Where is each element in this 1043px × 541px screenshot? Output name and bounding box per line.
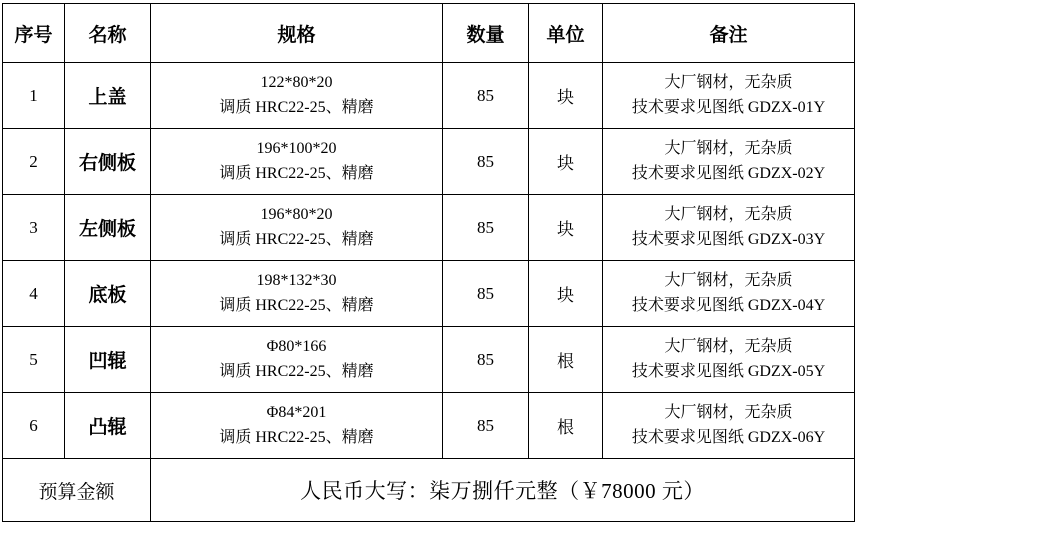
cell-spec-line1: 122*80*20 <box>260 73 333 91</box>
header-cell-qty: 数量 <box>443 4 529 63</box>
header-cell-seq: 序号 <box>3 4 65 63</box>
cell-remark <box>603 63 855 129</box>
cell-spec-line1: Φ80*166 <box>266 337 327 355</box>
cell-remark-line2: 技术要求见图纸 GDZX-03Y <box>631 230 826 248</box>
cell-remark <box>603 129 855 195</box>
cell-unit: 块 <box>529 63 603 129</box>
cell-unit: 根 <box>529 327 603 393</box>
cell-spec-line1: 198*132*30 <box>256 271 337 289</box>
table-row <box>3 327 855 393</box>
cell-remark <box>603 261 855 327</box>
table-row <box>3 129 855 195</box>
cell-seq: 2 <box>3 129 65 195</box>
cell-remark-line2: 技术要求见图纸 GDZX-06Y <box>631 428 826 446</box>
cell-spec-line2: 调质 HRC22-25、精磨 <box>219 98 374 116</box>
cell-spec <box>151 261 443 327</box>
cell-remark-line2: 技术要求见图纸 GDZX-02Y <box>631 164 826 182</box>
cell-spec-line1: Φ84*201 <box>266 403 327 421</box>
cell-name: 凸辊 <box>65 393 151 459</box>
cell-qty: 85 <box>443 195 529 261</box>
document-sheet <box>0 3 1043 541</box>
cell-remark-line1: 大厂钢材，无杂质 <box>664 337 793 355</box>
cell-remark-line2: 技术要求见图纸 GDZX-04Y <box>631 296 826 314</box>
cell-remark-line2: 技术要求见图纸 GDZX-01Y <box>631 98 826 116</box>
cell-spec-line1: 196*80*20 <box>260 205 333 223</box>
cell-name: 底板 <box>65 261 151 327</box>
cell-name: 左侧板 <box>65 195 151 261</box>
cell-name: 右侧板 <box>65 129 151 195</box>
cell-remark-line2: 技术要求见图纸 GDZX-05Y <box>631 362 826 380</box>
cell-remark <box>603 393 855 459</box>
cell-seq: 5 <box>3 327 65 393</box>
header-cell-remark: 备注 <box>603 4 855 63</box>
cell-unit: 根 <box>529 393 603 459</box>
cell-seq: 3 <box>3 195 65 261</box>
cell-remark-line1: 大厂钢材，无杂质 <box>664 139 793 157</box>
table-header-row <box>3 4 855 63</box>
cell-name: 上盖 <box>65 63 151 129</box>
cell-spec-line1: 196*100*20 <box>256 139 337 157</box>
cell-qty: 85 <box>443 63 529 129</box>
cell-qty: 85 <box>443 261 529 327</box>
cell-spec-line2: 调质 HRC22-25、精磨 <box>219 230 374 248</box>
cell-spec <box>151 129 443 195</box>
cell-seq: 4 <box>3 261 65 327</box>
cell-qty: 85 <box>443 327 529 393</box>
cell-name: 凹辊 <box>65 327 151 393</box>
cell-qty: 85 <box>443 129 529 195</box>
cell-remark-line1: 大厂钢材，无杂质 <box>664 271 793 289</box>
cell-spec <box>151 393 443 459</box>
cell-spec <box>151 63 443 129</box>
cell-seq: 1 <box>3 63 65 129</box>
cell-spec-line2: 调质 HRC22-25、精磨 <box>219 296 374 314</box>
cell-remark-line1: 大厂钢材，无杂质 <box>664 73 793 91</box>
budget-total-label: 预算金额 <box>3 459 151 522</box>
cell-seq: 6 <box>3 393 65 459</box>
table-row <box>3 393 855 459</box>
cell-spec <box>151 327 443 393</box>
cell-remark <box>603 327 855 393</box>
header-cell-unit: 单位 <box>529 4 603 63</box>
cell-spec-line2: 调质 HRC22-25、精磨 <box>219 362 374 380</box>
cell-unit: 块 <box>529 195 603 261</box>
cell-spec-line2: 调质 HRC22-25、精磨 <box>219 428 374 446</box>
budget-total-row <box>3 459 855 522</box>
table-row <box>3 261 855 327</box>
table-row <box>3 195 855 261</box>
header-cell-name: 名称 <box>65 4 151 63</box>
header-cell-spec: 规格 <box>151 4 443 63</box>
cell-remark-line1: 大厂钢材，无杂质 <box>664 403 793 421</box>
cell-remark-line1: 大厂钢材，无杂质 <box>664 205 793 223</box>
cell-unit: 块 <box>529 261 603 327</box>
cell-spec-line2: 调质 HRC22-25、精磨 <box>219 164 374 182</box>
table-row <box>3 63 855 129</box>
cell-qty: 85 <box>443 393 529 459</box>
cell-remark <box>603 195 855 261</box>
parts-specification-table <box>2 3 855 522</box>
budget-total-value: 人民币大写：柒万捌仟元整（￥78000 元） <box>151 459 855 522</box>
cell-spec <box>151 195 443 261</box>
cell-unit: 块 <box>529 129 603 195</box>
